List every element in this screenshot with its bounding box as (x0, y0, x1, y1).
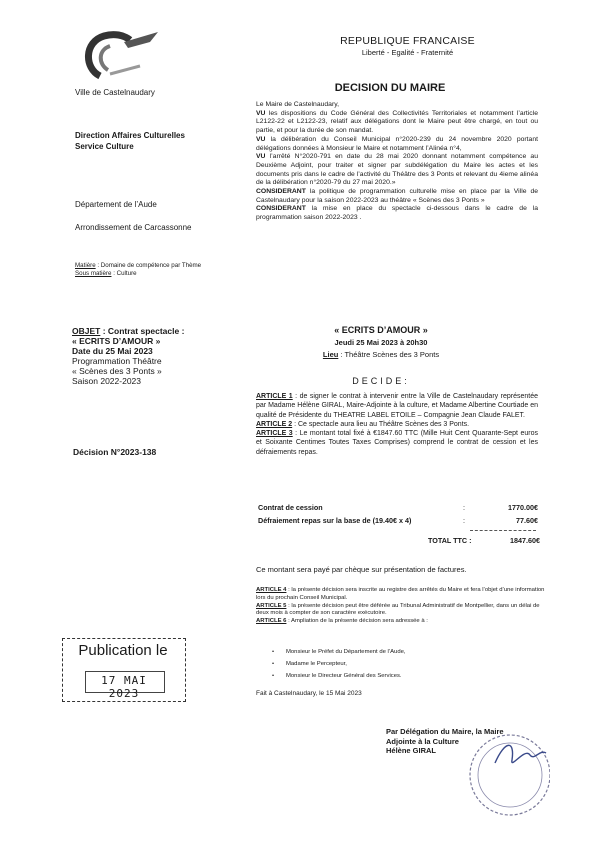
cons1-text: la politique de programmation culturelle mise en place par la Ville de Castelnaudary pour la saison 2022-2023 au théâtre « Scènes des 3 Ponts » (256, 188, 538, 204)
cost-table (258, 501, 540, 527)
cost-divider (470, 530, 536, 531)
art4-label: ARTICLE 4 (256, 587, 287, 593)
art2-label: ARTICLE 2 (256, 420, 293, 428)
sign-line1: Par Délégation du Maire, la Maire (386, 727, 504, 736)
recipient-list (272, 646, 406, 682)
cost-row: Contrat de cession : 1770.00€ (258, 503, 538, 512)
art5-label: ARTICLE 5 (256, 602, 287, 609)
objet-block (72, 326, 242, 386)
art6-label: ARTICLE 6 (256, 618, 287, 625)
publication-title: Publication le (78, 642, 168, 659)
decision-number: Décision N°2023-138 (73, 447, 157, 457)
art1-text: : de signer le contrat à intervenir entre la Ville de Castelnaudary représentée par Madame Hélène GIRAL, Maire-Adjointe à la culture, et Madame Albertine Courtiade en qualité de Présidente du THEATRE LABEL ETOILE – Compagnie Jean Claude FALET. (256, 393, 538, 419)
art6-text: : Ampliation de la présente décision sera adressée à : (286, 618, 428, 625)
sous-matiere-label: Sous matière (75, 270, 112, 277)
objet-line5: « Scènes des 3 Ponts » (72, 366, 162, 376)
signed-place-date: Fait à Castelnaudary, le 15 Mai 2023 (256, 690, 362, 697)
objet-line6: Saison 2022-2023 (72, 376, 142, 386)
vu1-text: les dispositions du Code Général des Collectivités Territoriales et notamment l’article L2122-22 et L2122-23, relatif aux délégations dont le Maire peut être chargé, en tout ou partie, et pour la durée de son mandat. (256, 109, 538, 135)
decision-title: DECISION DU MAIRE (334, 82, 446, 94)
list-item: • Madame le Percepteur, (272, 658, 406, 670)
cost-label: Contrat de cession (258, 503, 323, 512)
objet-line3: Date du 25 Mai 2023 (72, 346, 153, 356)
total-value: 1847.60€ (510, 536, 540, 545)
decide-heading: DECIDE: (352, 376, 410, 386)
matiere-value: : Domaine de compétence par Thème (95, 262, 202, 269)
vu2-text: la délibération du Conseil Municipal n°2020-239 du 24 novembre 2020 portant délégations données à Monsieur le Maire et notamment l’Alinéa n°4, (256, 135, 538, 152)
mayor-line: Le Maire de Castelnaudary, (256, 101, 339, 108)
cons1-label: CONSIDERANT (256, 188, 306, 196)
objet-line2: « ECRITS D’AMOUR » (72, 336, 161, 346)
cost-value: 77.60€ (516, 516, 538, 525)
preamble (256, 101, 538, 223)
vu3-text: l’arrêté N°2020-791 en date du 28 mai 2020 donnant notamment compétence au Deuxième Adjoint, pour traiter et signer par subdélégation du Maire les actes et les documents pris dans le cadre de l’activité du Théâtre des 3 Ponts et relevant du 4ieme alinéa de la délibération n°2020-79 du 27 mai 2020.» (256, 153, 538, 187)
art3-label: ARTICLE 3 (256, 430, 293, 438)
city-name: Ville de Castelnaudary (75, 88, 155, 97)
sign-line2: Adjointe à la Culture (386, 736, 459, 746)
direction-name: Direction Affaires Culturelles (75, 131, 185, 140)
vu3-label: VU (256, 153, 266, 161)
art5-text: : la présente décision peut être déférée au Tribunal Administratif de Montpellier, dans un délai de deux mois à compter de son caractère exécutoire. (256, 602, 540, 617)
list-item: • Monsieur le Directeur Général des Services. (272, 670, 406, 682)
service-name: Service Culture (75, 142, 134, 151)
publication-date: 17 MAI 2023 (101, 674, 147, 700)
event-place (256, 350, 506, 359)
matiere-label: Matière (75, 262, 96, 269)
vu2-label: VU (256, 135, 266, 143)
republic-motto: Liberté - Egalité - Fraternité (361, 48, 454, 57)
recipient-text: Monsieur le Directeur Général des Services. (286, 673, 402, 679)
art2-text: : Ce spectacle aura lieu au Théâtre Scènes des 3 Ponts. (292, 420, 470, 428)
closing-articles (256, 587, 546, 626)
event-date: Jeudi 25 Mai 2023 à 20h30 (334, 338, 428, 347)
recipient-text: Monsieur le Préfet du Département de l’Aude, (286, 649, 406, 655)
city-logo (80, 28, 160, 86)
subject-block (75, 262, 235, 278)
cost-row: Défraiement repas sur la base de (19.40€ x 4) : 77.60€ (258, 516, 538, 525)
republic-title: REPUBLIQUE FRANCAISE (340, 35, 475, 47)
articles-block (256, 392, 538, 457)
sign-line3: Hélène GIRAL (386, 746, 437, 755)
recipient-text: Madame le Percepteur, (286, 661, 347, 667)
event-title: « ECRITS D’AMOUR » (334, 325, 428, 335)
place-label: Lieu (322, 350, 339, 359)
cost-label: Défraiement repas sur la base de (19.40€ x 4) (258, 516, 412, 525)
vu1-label: VU (256, 109, 266, 117)
objet-label: OBJET (72, 326, 101, 336)
list-item: • Monsieur le Préfet du Département de l’Aude, (272, 646, 406, 658)
place-value: : Théâtre Scènes des 3 Ponts (338, 350, 440, 359)
payment-note: Ce montant sera payé par chèque sur présentation de factures. (256, 565, 467, 574)
cons2-label: CONSIDERANT (256, 205, 306, 213)
objet-line4: Programmation Théâtre (72, 356, 162, 366)
arrondissement: Arrondissement de Carcassonne (75, 223, 192, 232)
cons2-text: la mise en place du spectacle ci-dessous dans le cadre de la programmation saison 2022-2023 . (256, 205, 538, 222)
art4-text: : la présente décision sera inscrite au registre des arrêtés du Maire et fera l’objet d’une information lors du prochain Conseil Municipal. (256, 587, 545, 601)
cost-value: 1770.00€ (508, 503, 538, 512)
art1-label: ARTICLE 1 (256, 393, 293, 400)
total-label: TOTAL TTC : (428, 536, 472, 545)
signature-block (386, 727, 541, 756)
art3-text: : Le montant total fixé à €1847.60 TTC (Mille Huit Cent Quarante-Sept euros et Soixante Centimes Toutes Taxes Comprises) comprend le contrat de cession et les défraiements repas. (256, 430, 538, 456)
objet-line1: : Contrat spectacle : (100, 326, 185, 336)
republic-header (320, 35, 495, 57)
department: Département de l’Aude (75, 200, 157, 209)
sous-matiere-value: : Culture (111, 270, 137, 277)
